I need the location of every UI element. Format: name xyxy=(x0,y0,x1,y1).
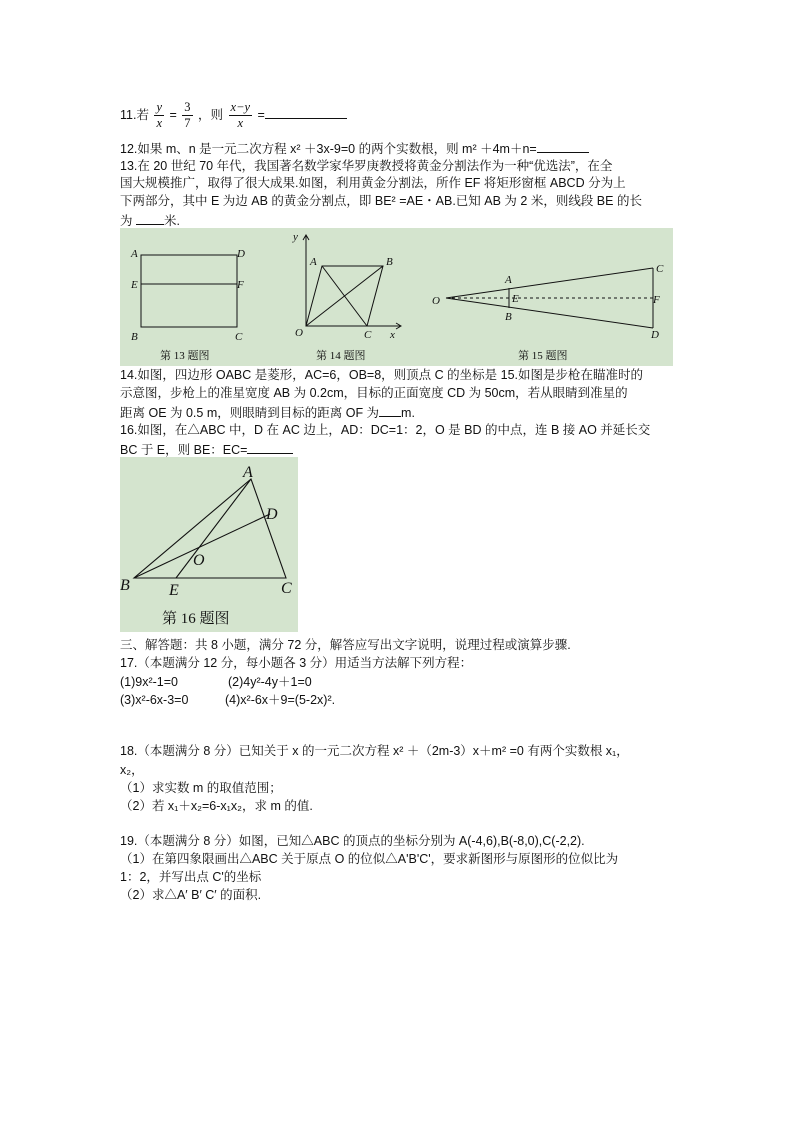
segment-od xyxy=(446,298,653,328)
figures-svg xyxy=(120,228,673,366)
question-17-part-3: (3)x²-6x-3=0 xyxy=(120,693,189,707)
question-19-part-2: （2）求△A′ B′ C′ 的面积. xyxy=(120,888,262,902)
figure-16 xyxy=(120,457,298,632)
fig15-caption: 第 15 题图 xyxy=(518,350,568,362)
fig14-label-x: x xyxy=(390,329,395,341)
answer-blank xyxy=(247,440,293,454)
fig14-label-o: O xyxy=(295,327,303,339)
fig13-label-d: D xyxy=(237,248,245,260)
answer-blank xyxy=(136,211,164,225)
answer-blank xyxy=(265,105,347,119)
question-17-part-1: (1)9x²-1=0 xyxy=(120,675,179,689)
figure-16-svg xyxy=(120,457,298,632)
fig15-label-d: D xyxy=(651,329,659,341)
segment-oc xyxy=(446,268,653,298)
question-13-line-2: 国大规模推广，取得了很大成果.如图，利用黄金分割法，所作 EF 将矩形窗框 ABCD 分为上 xyxy=(120,176,626,190)
fig13-label-a: A xyxy=(131,248,138,260)
fig13-label-c: C xyxy=(235,331,243,343)
question-12: 12.如果 m、n 是一元二次方程 x² ＋3x-9=0 的两个实数根，则 m² ＋4m＋n= xyxy=(120,139,589,158)
section-3-heading: 三、解答题：共 8 小题，满分 72 分，解答应写出文字说明，说理过程或演算步骤. xyxy=(120,638,571,652)
fig16-label-d: D xyxy=(266,506,278,523)
question-19-part-1-cont: 1：2，并写出点 C'的坐标 xyxy=(120,870,262,884)
question-13-line-1: 13.在 20 世纪 70 年代，我国著名数学家华罗庚教授将黄金分割法作为一种“优选法”，在全 xyxy=(120,159,613,173)
fig15-label-b: B xyxy=(505,311,512,323)
answer-blank xyxy=(379,403,401,417)
fig13-label-b: B xyxy=(131,331,138,343)
rectangle-abcd xyxy=(141,255,237,327)
fig16-label-e: E xyxy=(169,582,179,599)
figure-13 xyxy=(141,255,237,327)
question-17-title: 17.（本题满分 12 分，每小题各 3 分）用适当方法解下列方程： xyxy=(120,656,473,670)
fig16-caption: 第 16 题图 xyxy=(162,611,230,627)
question-17-part-4: (4)x²-6x＋9=(5-2x)². xyxy=(225,693,336,707)
question-14-line-2: 示意图，步枪上的准星宽度 AB 为 0.2cm，目标的正面宽度 CD 为 50cm，若从眼睛到准星的 xyxy=(120,386,628,400)
fig14-label-b: B xyxy=(386,256,393,268)
fig16-label-b: B xyxy=(120,577,130,594)
figure-15 xyxy=(446,268,653,328)
q11-fraction-xy-over-x: $\frac{x-y}{x}$ xyxy=(230,100,251,130)
fig15-label-f: F xyxy=(653,294,660,306)
question-18-part-2: （2）若 x₁＋x₂=6-x₁x₂，求 m 的值. xyxy=(120,799,313,813)
question-17-part-2: (2)4y²-4y＋1=0 xyxy=(228,675,312,689)
fig16-label-c: C xyxy=(281,580,292,597)
fig14-label-a: A xyxy=(310,256,317,268)
fig15-label-o: O xyxy=(432,295,440,307)
fig13-label-f: F xyxy=(237,279,244,291)
question-19-line-1: 19.（本题满分 8 分）如图，已知△ABC 的顶点的坐标分别为 A(-4,6),B(-8,0),C(-2,2). xyxy=(120,834,585,848)
question-14-line-1: 14.如图，四边形 OABC 是菱形，AC=6，OB=8，则顶点 C 的坐标是 15.如图是步枪在瞄准时的 xyxy=(120,368,643,382)
fig14-caption: 第 14 题图 xyxy=(316,350,366,362)
fig13-label-e: E xyxy=(131,279,138,291)
question-13-line-3: 下两部分，其中 E 为边 AB 的黄金分割点，即 BE² =AE・AB.已知 AB 为 2 米，则线段 BE 的长 xyxy=(120,194,642,208)
fig15-label-c: C xyxy=(656,263,664,275)
diagonal-ob xyxy=(306,266,383,326)
figure-14 xyxy=(303,235,401,329)
fig14-label-y: y xyxy=(293,231,298,243)
fig14-label-c: C xyxy=(364,329,372,341)
fig16-label-o: O xyxy=(193,552,205,569)
fig15-label-e: E xyxy=(512,293,519,305)
fig13-caption: 第 13 题图 xyxy=(160,350,210,362)
question-16-line-2: BC 于 E，则 BE：EC= xyxy=(120,440,293,459)
q11-fraction-3-over-7: $\frac{3}{7}$ xyxy=(184,100,191,130)
fig16-label-a: A xyxy=(243,464,253,481)
question-18-line-2: x₂， xyxy=(120,763,144,777)
answer-blank xyxy=(537,139,589,153)
question-18-line-1: 18.（本题满分 8 分）已知关于 x 的一元二次方程 x² ＋（2m-3）x＋m² =0 有两个实数根 x₁， xyxy=(120,744,629,758)
fig15-label-a: A xyxy=(505,274,512,286)
q11-fraction-y-over-x: $\frac{y}{x}$ xyxy=(156,100,162,130)
triangle-abc xyxy=(134,479,286,578)
question-19-part-1: （1）在第四象限画出△ABC 关于原点 O 的位似△A'B'C'，要求新图形与原图形的位似比为 xyxy=(120,852,619,866)
question-13-line-4: 为 米. xyxy=(120,211,180,230)
question-16-line-1: 16.如图，在△ABC 中，D 在 AC 边上，AD：DC=1：2，O 是 BD 的中点，连 B 接 AO 并延长交 xyxy=(120,423,651,437)
figures-13-14-15 xyxy=(120,228,673,366)
q11-prefix: 11.若 xyxy=(120,107,149,122)
question-14-line-3: 距离 OE 为 0.5 m，则眼睛到目标的距离 OF 为 m. xyxy=(120,403,415,422)
question-18-part-1: （1）求实数 m 的取值范围； xyxy=(120,781,282,795)
question-11: 11.若 $\frac{y}{x}$ = $\frac{3}{7}$ ，则 $\frac{x-y}{x}$ = xyxy=(120,100,347,131)
